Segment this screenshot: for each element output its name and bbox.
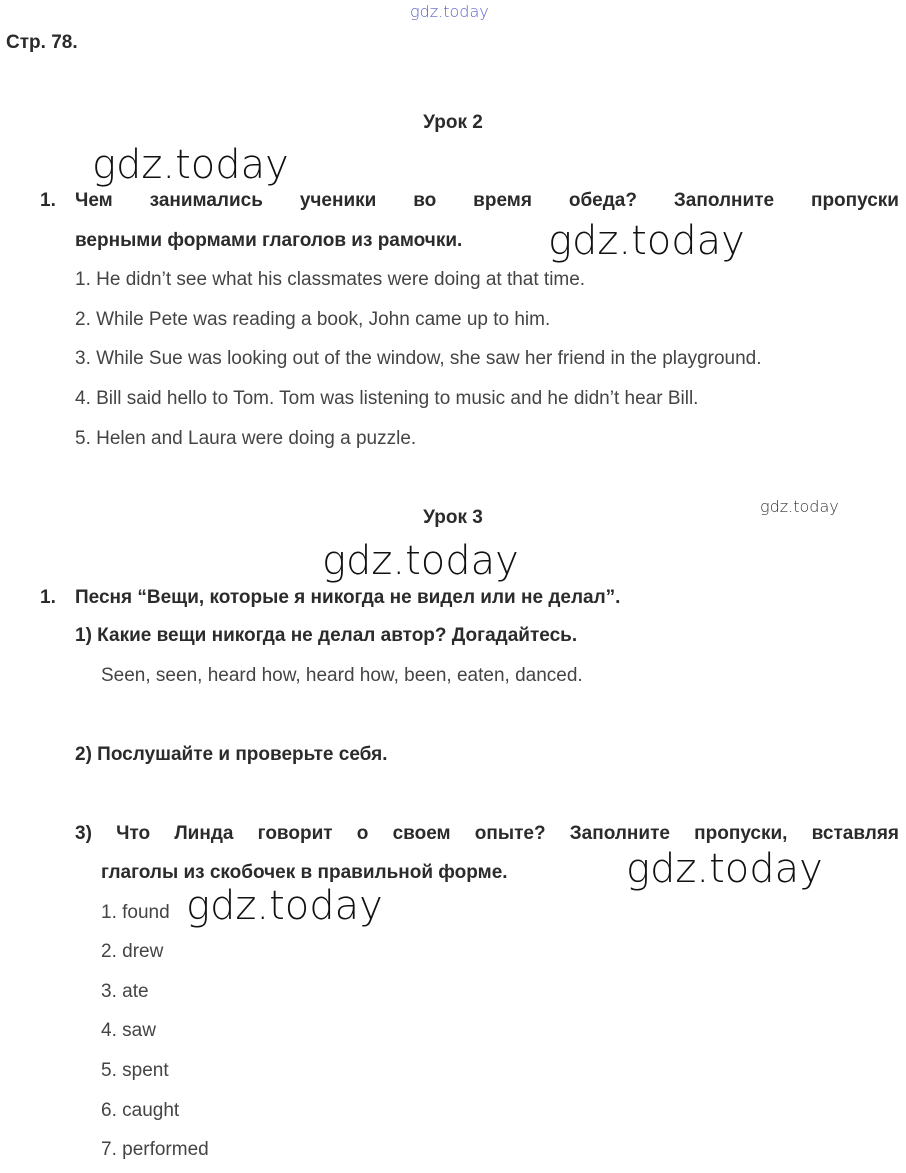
lesson-2-answer: 2. While Pete was reading a book, John came up to him. [75,309,551,330]
lesson-2-task-line-2: верными формами глаголов из рамочки. [75,230,463,251]
lesson-2-answer: 5. Helen and Laura were doing a puzzle. [75,428,417,449]
lesson-2-task-number: 1. [40,190,56,211]
sub-task-3-answer: 5. spent [101,1060,169,1081]
lesson-2-task-line-1: Чем занимались ученики во время обеда? Заполните пропуски [75,190,899,211]
sub-task-3-answer: 2. drew [101,941,164,962]
sub-task-3-answer: 7. performed [101,1139,209,1160]
watermark: gdz.today [186,883,383,929]
sub-task-3-answer: 1. found [101,902,170,923]
watermark: gdz.today [548,218,745,264]
sub-task-3-line-1: 3) Что Линда говорит о своем опыте? Заполните пропуски, вставляя [75,823,899,844]
sub-task-3-line-2: глаголы из скобочек в правильной форме. [101,862,508,883]
watermark-top: gdz.today [410,2,489,21]
watermark: gdz.today [322,538,519,584]
lesson-3-task-number: 1. [40,587,56,608]
sub-task-2-label: 2) Послушайте и проверьте себя. [75,744,388,765]
sub-task-3-answer: 6. caught [101,1100,180,1121]
sub-task-1-label: 1) Какие вещи никогда не делал автор? Догадайтесь. [75,625,578,646]
lesson-3-title: Урок 3 [423,507,483,528]
lesson-3-task-title: Песня “Вещи, которые я никогда не видел или не делал”. [75,587,621,608]
watermark: gdz.today [92,142,289,188]
sub-task-3-answer: 3. ate [101,981,149,1002]
lesson-2-answer: 1. He didn’t see what his classmates were doing at that time. [75,269,586,290]
lesson-2-answer: 4. Bill said hello to Tom. Tom was listening to music and he didn’t hear Bill. [75,388,699,409]
watermark: gdz.today [760,497,839,516]
lesson-2-title: Урок 2 [423,112,483,133]
sub-task-3-answer: 4. saw [101,1020,156,1041]
sub-task-1-answer: Seen, seen, heard how, heard how, been, eaten, danced. [101,665,583,686]
lesson-2-answer: 3. While Sue was looking out of the window, she saw her friend in the playground. [75,348,762,369]
page-number: Стр. 78. [6,32,78,53]
watermark: gdz.today [626,846,823,892]
